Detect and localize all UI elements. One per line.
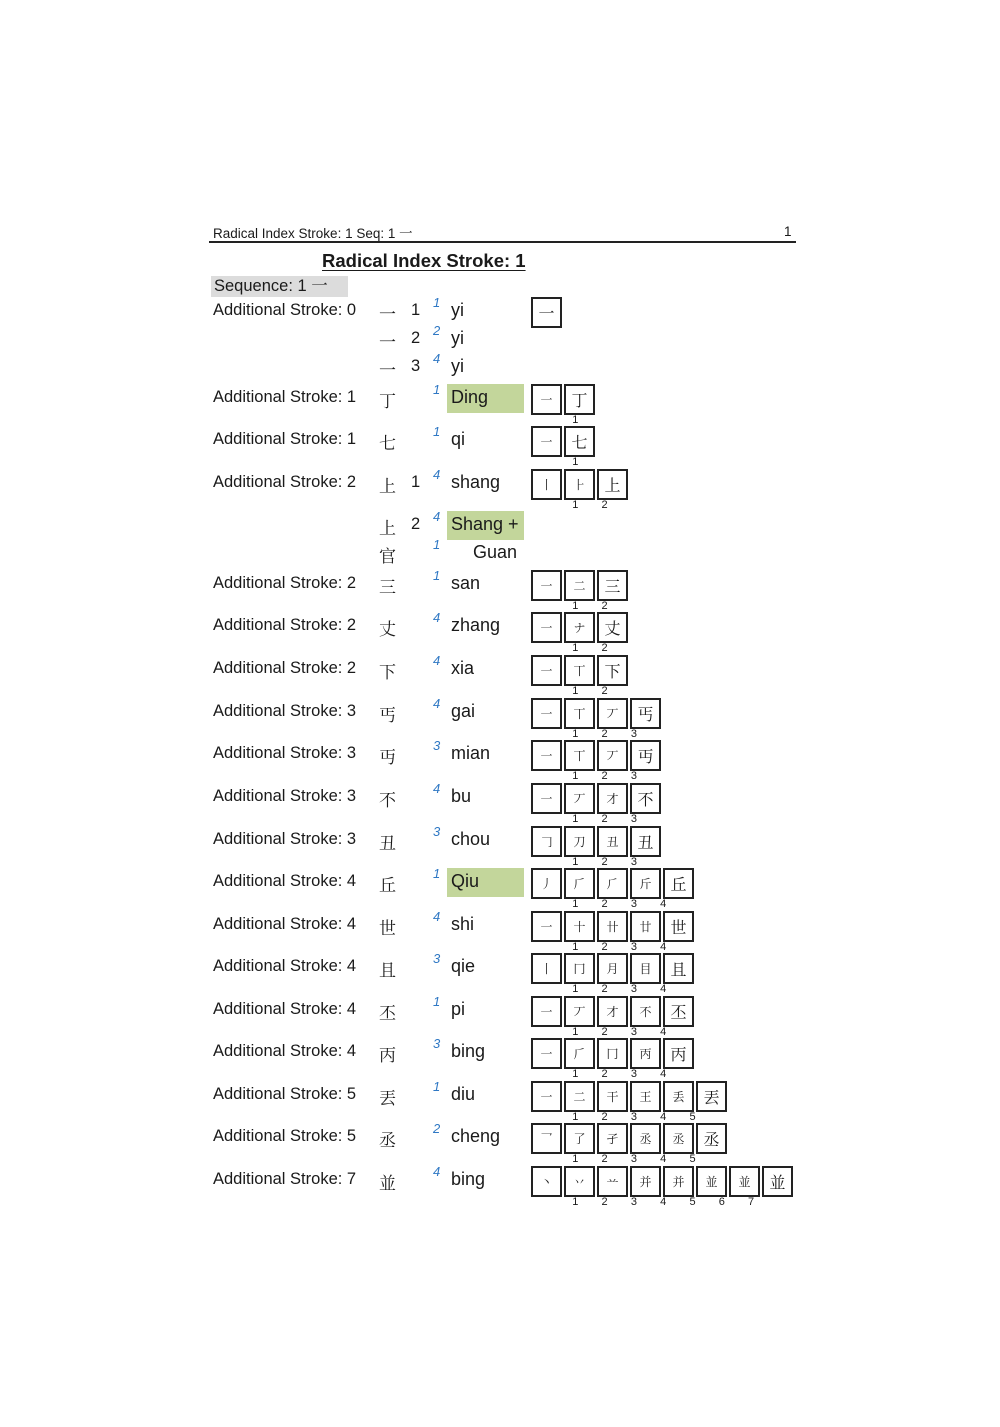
stroke-step-number: 2 (601, 1111, 608, 1123)
stroke-step-box: 卄 (597, 911, 628, 942)
stroke-step-box: 七 (564, 426, 595, 457)
stroke-step-number: 4 (660, 1068, 667, 1080)
stroke-step-number: 4 (660, 1153, 667, 1165)
entry-character: 一 (379, 333, 396, 353)
stroke-step-box: 王 (630, 1081, 661, 1112)
stroke-step-number: 7 (748, 1196, 755, 1208)
stroke-step-number: 1 (572, 898, 579, 910)
tone-number: 4 (433, 467, 441, 482)
stroke-step-number: 3 (630, 1111, 637, 1123)
tone-number: 2 (433, 323, 441, 338)
stroke-step-box: 一 (531, 1081, 562, 1112)
entry-character: 不 (379, 791, 396, 811)
tone-number: 3 (433, 824, 441, 839)
entry-variant-number: 2 (411, 329, 421, 347)
pinyin: bu (451, 786, 472, 806)
stroke-step-number: 3 (630, 728, 637, 740)
stroke-order-boxes (531, 570, 630, 601)
stroke-step-number: 1 (572, 770, 579, 782)
entry-character: 丞 (379, 1131, 396, 1151)
stroke-step-box: 丿 (531, 868, 562, 899)
entry-character: 且 (379, 961, 396, 981)
stroke-step-box: 一 (531, 426, 562, 457)
stroke-label: Additional Stroke: 2 (213, 659, 357, 677)
entry-variant-number: 1 (411, 473, 421, 491)
stroke-step-box: 一 (531, 740, 562, 771)
stroke-step-number: 5 (689, 1196, 696, 1208)
stroke-step-number: 2 (601, 941, 608, 953)
stroke-step-box: 丢 (663, 1081, 694, 1112)
stroke-step-box: 一 (531, 297, 562, 328)
pinyin: zhang (451, 615, 501, 635)
stroke-label: Additional Stroke: 3 (213, 830, 357, 848)
stroke-step-number: 3 (630, 1068, 637, 1080)
stroke-step-box: 丶 (531, 1166, 562, 1197)
pinyin: Shang + (451, 514, 519, 534)
tone-number: 4 (433, 351, 441, 366)
header-rule (209, 241, 796, 243)
pinyin: xia (451, 658, 475, 678)
stroke-order-boxes (531, 911, 696, 942)
stroke-order-boxes (531, 655, 630, 686)
tone-number: 1 (433, 382, 441, 397)
stroke-step-number: 1 (572, 983, 579, 995)
tone-number: 4 (433, 696, 441, 711)
stroke-step-box: 丨 (531, 953, 562, 984)
stroke-order-boxes (531, 426, 597, 457)
stroke-label: Additional Stroke: 4 (213, 957, 357, 975)
stroke-step-box: 丅 (564, 698, 595, 729)
stroke-step-number: 1 (572, 600, 579, 612)
stroke-step-number: 3 (630, 1026, 637, 1038)
stroke-step-box: ⺁ (597, 868, 628, 899)
entry-character: 丑 (379, 834, 396, 854)
stroke-label: Additional Stroke: 4 (213, 1000, 357, 1018)
stroke-step-box: 才 (597, 783, 628, 814)
stroke-step-box: 一 (531, 783, 562, 814)
stroke-step-number: 6 (718, 1196, 725, 1208)
entry-character: 上 (379, 477, 396, 497)
pinyin: Guan (473, 542, 518, 562)
tone-number: 1 (433, 994, 441, 1009)
stroke-step-number: 5 (689, 1111, 696, 1123)
stroke-step-box: 𠃌 (531, 826, 562, 857)
stroke-step-box: 孑 (597, 1123, 628, 1154)
stroke-step-box: 丑 (597, 826, 628, 857)
page-number: 1 (784, 224, 792, 239)
stroke-order-boxes (531, 1166, 795, 1197)
stroke-label: Additional Stroke: 4 (213, 915, 357, 933)
entry-character: 上 (379, 519, 396, 539)
stroke-step-box: 冂 (564, 953, 595, 984)
stroke-step-number: 1 (572, 856, 579, 868)
stroke-label: Additional Stroke: 5 (213, 1127, 357, 1145)
stroke-step-number: 2 (601, 600, 608, 612)
stroke-step-number: 2 (601, 1068, 608, 1080)
pinyin: Qiu (451, 871, 480, 891)
entry-character: 丙 (379, 1046, 396, 1066)
entry-variant-number: 3 (411, 357, 421, 375)
stroke-step-box: 一 (531, 655, 562, 686)
stroke-step-number: 4 (660, 941, 667, 953)
stroke-step-number: 2 (601, 685, 608, 697)
stroke-step-box: 丐 (630, 698, 661, 729)
stroke-step-number: 1 (572, 813, 579, 825)
entry-character: 三 (379, 578, 396, 598)
entry-variant-number: 1 (411, 301, 421, 319)
stroke-step-box: 丙 (630, 1038, 661, 1069)
stroke-step-number: 3 (630, 898, 637, 910)
tone-number: 3 (433, 951, 441, 966)
stroke-step-box: 丅 (564, 740, 595, 771)
stroke-step-number: 2 (601, 642, 608, 654)
stroke-order-boxes (531, 1081, 729, 1112)
stroke-order-boxes (531, 698, 663, 729)
stroke-step-box: 丞 (696, 1123, 727, 1154)
stroke-step-box: 丆 (564, 996, 595, 1027)
stroke-step-box: 丅 (564, 655, 595, 686)
pinyin: qi (451, 429, 466, 449)
tone-number: 4 (433, 909, 441, 924)
stroke-step-box: 二 (564, 1081, 595, 1112)
tone-number: 1 (433, 424, 441, 439)
stroke-step-number: 2 (601, 1196, 608, 1208)
stroke-step-box: 一 (531, 698, 562, 729)
stroke-step-box: 丨 (531, 469, 562, 500)
stroke-order-boxes (531, 783, 663, 814)
stroke-step-box: 不 (630, 783, 661, 814)
entry-character: 丁 (379, 392, 396, 412)
stroke-step-box: 廿 (630, 911, 661, 942)
stroke-step-box: 且 (663, 953, 694, 984)
pinyin: qie (451, 956, 476, 976)
stroke-step-box: 一 (531, 996, 562, 1027)
entry-character: 丘 (379, 876, 396, 896)
stroke-step-box: ⺊ (564, 469, 595, 500)
sequence-label: Sequence: 1 一 (211, 276, 348, 297)
stroke-label: Additional Stroke: 2 (213, 473, 357, 491)
stroke-order-boxes (531, 740, 663, 771)
stroke-step-box: 一 (531, 384, 562, 415)
stroke-order-boxes (531, 868, 696, 899)
stroke-order-boxes (531, 1123, 729, 1154)
entry-character: 丟 (379, 1089, 396, 1109)
pinyin: bing (451, 1169, 486, 1189)
entry-character: 丕 (379, 1004, 396, 1024)
stroke-step-number: 1 (572, 1111, 579, 1123)
entry-character: 丏 (379, 748, 396, 768)
stroke-step-number: 4 (660, 1026, 667, 1038)
stroke-step-box: 一 (531, 570, 562, 601)
stroke-step-box: 丞 (663, 1123, 694, 1154)
stroke-step-box: 乛 (531, 1123, 562, 1154)
entry-character: 丈 (379, 620, 396, 640)
stroke-step-box: 才 (597, 996, 628, 1027)
stroke-step-number: 1 (572, 499, 579, 511)
entry-variant-number: 2 (411, 515, 421, 533)
tone-number: 2 (433, 1121, 441, 1136)
pinyin: gai (451, 701, 476, 721)
tone-number: 4 (433, 781, 441, 796)
pinyin: chou (451, 829, 491, 849)
pinyin: shi (451, 914, 475, 934)
page-title: Radical Index Stroke: 1 (322, 250, 526, 271)
entry-character: 一 (379, 361, 396, 381)
entry-character: 丐 (379, 706, 396, 726)
stroke-step-number: 5 (689, 1153, 696, 1165)
stroke-step-box: 冂 (597, 1038, 628, 1069)
stroke-order-boxes (531, 953, 696, 984)
stroke-step-number: 1 (572, 685, 579, 697)
stroke-label: Additional Stroke: 5 (213, 1085, 357, 1103)
stroke-step-number: 3 (630, 941, 637, 953)
stroke-order-boxes (531, 384, 597, 415)
stroke-step-box: 丷 (564, 1166, 595, 1197)
entry-character: 世 (379, 919, 396, 939)
stroke-step-box: 𠂆 (564, 868, 595, 899)
stroke-label: Additional Stroke: 4 (213, 872, 357, 890)
stroke-order-boxes (531, 826, 663, 857)
stroke-label: Additional Stroke: 3 (213, 744, 357, 762)
pinyin: bing (451, 1041, 486, 1061)
stroke-step-number: 3 (630, 770, 637, 782)
stroke-step-box: 丏 (630, 740, 661, 771)
stroke-step-number: 4 (660, 1196, 667, 1208)
stroke-label: Additional Stroke: 1 (213, 430, 357, 448)
stroke-label: Additional Stroke: 2 (213, 616, 357, 634)
stroke-label: Additional Stroke: 2 (213, 574, 357, 592)
pinyin: yi (451, 300, 464, 320)
stroke-step-number: 2 (601, 1026, 608, 1038)
stroke-step-number: 3 (630, 1196, 637, 1208)
stroke-step-box: 下 (597, 655, 628, 686)
stroke-step-number: 1 (572, 1196, 579, 1208)
entry-character: 並 (379, 1174, 396, 1194)
stroke-label: Additional Stroke: 3 (213, 702, 357, 720)
tone-number: 1 (433, 537, 441, 552)
stroke-step-number: 2 (601, 1153, 608, 1165)
pinyin: yi (451, 356, 464, 376)
stroke-label: Additional Stroke: 3 (213, 787, 357, 805)
pinyin: pi (451, 999, 466, 1019)
stroke-step-box: 丕 (663, 996, 694, 1027)
stroke-step-number: 2 (601, 898, 608, 910)
stroke-step-number: 1 (572, 414, 579, 426)
stroke-step-box: 斤 (630, 868, 661, 899)
stroke-step-box: 月 (597, 953, 628, 984)
stroke-step-box: 十 (564, 911, 595, 942)
stroke-step-box: 丞 (630, 1123, 661, 1154)
stroke-step-box: 刀 (564, 826, 595, 857)
tone-number: 1 (433, 295, 441, 310)
stroke-label: Additional Stroke: 1 (213, 388, 357, 406)
pinyin: san (451, 573, 481, 593)
stroke-step-number: 3 (630, 813, 637, 825)
stroke-order-boxes (531, 297, 564, 328)
stroke-label: Additional Stroke: 4 (213, 1042, 357, 1060)
stroke-step-number: 3 (630, 983, 637, 995)
pinyin: mian (451, 743, 491, 763)
tone-number: 3 (433, 1036, 441, 1051)
stroke-step-number: 1 (572, 642, 579, 654)
stroke-step-box: 並 (729, 1166, 760, 1197)
stroke-step-number: 1 (572, 728, 579, 740)
stroke-step-box: 干 (597, 1081, 628, 1112)
page-header-left: Radical Index Stroke: 1 Seq: 1 一 (213, 226, 413, 241)
stroke-step-number: 2 (601, 983, 608, 995)
stroke-order-boxes (531, 612, 630, 643)
pinyin: Ding (451, 387, 489, 407)
tone-number: 1 (433, 866, 441, 881)
tone-number: 4 (433, 653, 441, 668)
stroke-step-box: 一 (531, 1038, 562, 1069)
stroke-step-box: 不 (630, 996, 661, 1027)
pinyin: diu (451, 1084, 476, 1104)
stroke-step-box: 丙 (663, 1038, 694, 1069)
stroke-order-boxes (531, 996, 696, 1027)
stroke-step-box: 上 (597, 469, 628, 500)
stroke-step-number: 1 (572, 941, 579, 953)
tone-number: 4 (433, 1164, 441, 1179)
stroke-step-number: 3 (630, 1153, 637, 1165)
stroke-order-boxes (531, 1038, 696, 1069)
stroke-step-box: 𠂆 (564, 1038, 595, 1069)
stroke-step-box: 一 (531, 911, 562, 942)
stroke-step-number: 3 (630, 856, 637, 868)
stroke-step-box: 了 (564, 1123, 595, 1154)
stroke-step-box: ナ (564, 612, 595, 643)
stroke-step-number: 1 (572, 1068, 579, 1080)
stroke-step-number: 2 (601, 856, 608, 868)
stroke-step-box: 三 (597, 570, 628, 601)
stroke-step-box: 丈 (597, 612, 628, 643)
stroke-step-number: 1 (572, 1153, 579, 1165)
pinyin: cheng (451, 1126, 501, 1146)
entry-character: 七 (379, 434, 396, 454)
stroke-step-number: 2 (601, 813, 608, 825)
tone-number: 4 (433, 610, 441, 625)
tone-number: 1 (433, 568, 441, 583)
stroke-step-box: 丑 (630, 826, 661, 857)
stroke-step-box: 並 (696, 1166, 727, 1197)
tone-number: 3 (433, 738, 441, 753)
pinyin: shang (451, 472, 501, 492)
pinyin: yi (451, 328, 464, 348)
stroke-step-box: 一 (531, 612, 562, 643)
stroke-step-box: 目 (630, 953, 661, 984)
stroke-step-box: 丆 (564, 783, 595, 814)
stroke-step-box: 丁 (564, 384, 595, 415)
stroke-step-box: 丘 (663, 868, 694, 899)
stroke-order-boxes (531, 469, 630, 500)
entry-character: 下 (379, 663, 396, 683)
stroke-step-number: 4 (660, 898, 667, 910)
stroke-step-box: 並 (762, 1166, 793, 1197)
stroke-step-box: 世 (663, 911, 694, 942)
stroke-step-box: 二 (564, 570, 595, 601)
stroke-step-number: 1 (572, 456, 579, 468)
stroke-step-box: 丟 (696, 1081, 727, 1112)
stroke-step-number: 4 (660, 983, 667, 995)
stroke-step-number: 2 (601, 499, 608, 511)
tone-number: 1 (433, 1079, 441, 1094)
stroke-label: Additional Stroke: 0 (213, 301, 357, 319)
stroke-step-box: 䒑 (597, 1166, 628, 1197)
tone-number: 4 (433, 509, 441, 524)
stroke-step-number: 2 (601, 770, 608, 782)
entry-character: 官 (379, 547, 396, 567)
stroke-step-box: 并 (630, 1166, 661, 1197)
stroke-step-box: 丆 (597, 740, 628, 771)
stroke-label: Additional Stroke: 7 (213, 1170, 357, 1188)
entry-character: 一 (379, 305, 396, 325)
stroke-step-number: 2 (601, 728, 608, 740)
stroke-step-number: 4 (660, 1111, 667, 1123)
stroke-step-box: 并 (663, 1166, 694, 1197)
stroke-step-number: 1 (572, 1026, 579, 1038)
stroke-step-box: 丆 (597, 698, 628, 729)
